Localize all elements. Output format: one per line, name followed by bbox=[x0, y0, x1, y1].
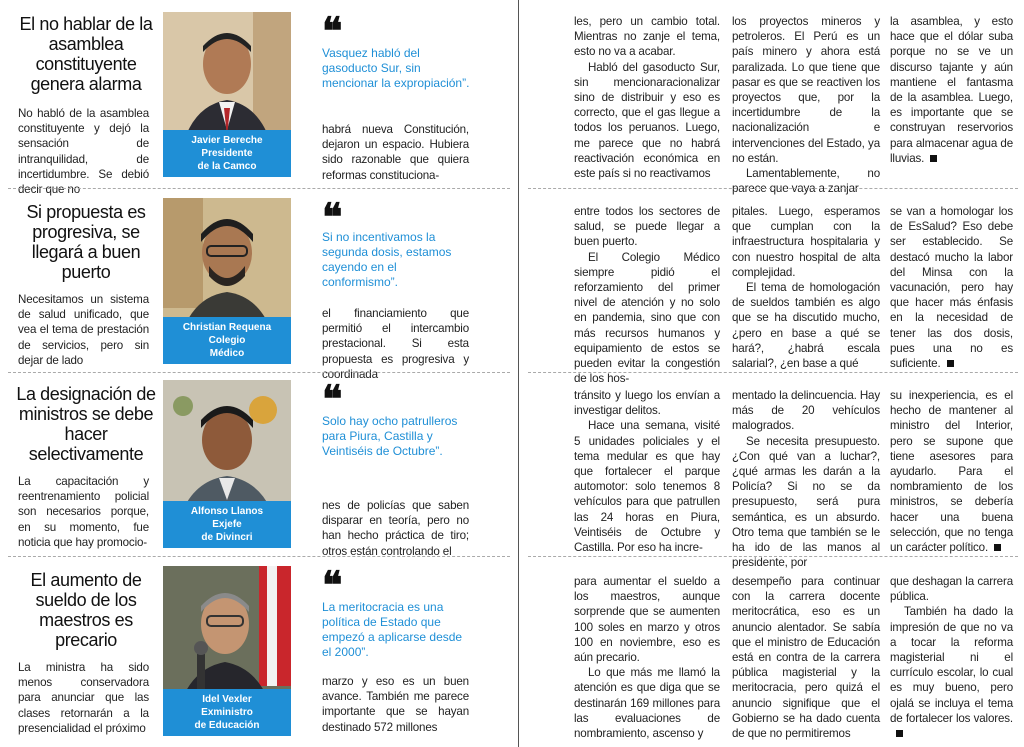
lead-text: No habló de la asamblea constituyente y dejó la sensación de intranquilidad, de incertidumbre. Se debió decir que no bbox=[18, 107, 149, 197]
end-mark-icon bbox=[994, 544, 1001, 551]
body-text: desempeño para continuar con la carrera docente meritocrática, eso es un anuncio alentador. Se sabía que el ministro de Educación está en contra de la carrera pública magisterial y la meritocracia, pero quizá el anuncio signifique que el Gobierno se ha dado cuenta de que no permitiremos bbox=[732, 575, 880, 741]
body-text: También ha dado la impresión de que no va a tocar la reforma magisterial ni el currículo escolar, lo cual es muy bueno, pero ojalá se incluya el tema de fortalecer los valores. bbox=[890, 605, 1013, 725]
caption-org: de Divincri bbox=[201, 532, 253, 543]
headline: El aumento de sueldo de los maestros es precario bbox=[30, 570, 142, 650]
body-column-1 bbox=[574, 14, 720, 181]
headline: El no hablar de la asamblea constituyente genera alarma bbox=[19, 14, 153, 94]
body-column-mid bbox=[322, 498, 469, 559]
photo-caption bbox=[163, 317, 291, 364]
lead-paragraph bbox=[18, 106, 149, 197]
body-text: les, pero un cambio total. Mientras no zanje el tema, esto no va a acabar. bbox=[574, 15, 720, 59]
body-text: El tema de homologación de sueldos también es algo que se ha discutido mucho, ¿pero en base a qué se hará?, ¿habrá escala salarial?, ¿en base a qué bbox=[732, 281, 880, 371]
body-text: habrá nueva Constitución, dejaron un espacio. Hubiera sido razonable que quiera reformas constituciona- bbox=[322, 123, 469, 182]
pull-quote: Si no incentivamos la segunda dosis, estamos cayendo en el conformismo”. bbox=[322, 230, 452, 289]
body-text: nes de policías que saben disparar en teoría, pero no han hecho práctica de tiro; otros están controlando el bbox=[322, 499, 469, 558]
body-text: se van a homologar los de EsSalud? Eso debe ser establecido. Se destacó mucho la labor del Minsa con la vacunación, pero hay que hacer más énfasis en la necesidad de tener las dos dosis, pues una no es suficiente. bbox=[890, 205, 1013, 371]
body-text: Lo que más me llamó la atención es que diga que se destinarán 169 millones para las evaluaciones de nombramiento, ascenso y bbox=[574, 666, 720, 741]
lead-paragraph bbox=[18, 292, 149, 368]
body-column-mid bbox=[322, 122, 469, 183]
lead-text: La capacitación y reentrenamiento policial son necesarios porque, en su momento, fue noticia que hay promocio- bbox=[18, 475, 149, 549]
caption-name: Idel Vexler bbox=[202, 694, 252, 705]
body-text: El Colegio Médico siempre pidió el reforzamiento del primer nivel de atención y no solo en pandemia, sino que con más recursos humanos y equipamiento de estos se pueden evitar la congestión de los hos- bbox=[574, 250, 720, 386]
body-text: pitales. Luego, esperamos que cumplan con la infraestructura hospitalaria y con nuestro hospital de alta complejidad. bbox=[732, 205, 880, 279]
body-text: su inexperiencia, es el hecho de mantener al ministro del Interior, pero se supone que tiene asesores para ayudarlo. Para el nombramiento de los ministros, se debería hacer una buena selección, que no tenga un carácter político. bbox=[890, 389, 1013, 555]
interview-section-3 bbox=[0, 372, 1024, 570]
body-text: para aumentar el sueldo a los maestros, aunque sorprende que se aumenten 100 soles en marzo y otros 100 en noviembre, eso es aún precario. bbox=[574, 575, 720, 665]
quote-mark-icon: ❝ bbox=[322, 194, 343, 239]
interview-section-4 bbox=[0, 556, 1024, 747]
portrait-photo bbox=[163, 566, 291, 736]
body-column-1 bbox=[574, 204, 720, 386]
body-text: Hace una semana, visité 5 unidades policiales y el tema medular es que hay que fortalecer el parque automotor: solo tenemos 8 vehículos para que patrullen las 24 horas en Piura, Veintiséis de Octubre y Castilla. Por eso ha incre- bbox=[574, 419, 720, 555]
portrait-photo bbox=[163, 12, 291, 177]
quote-mark-icon: ❝ bbox=[322, 562, 343, 607]
caption-name: Christian Requena bbox=[182, 322, 272, 333]
body-column-2 bbox=[732, 204, 880, 371]
headline: Si propuesta es progresiva, se llegará a buen puerto bbox=[26, 202, 146, 282]
photo-caption bbox=[163, 501, 291, 548]
lead-text: Necesitamos un sistema de salud unificado, que vea el tema de prestación de servicios, pero sin dejar de lado bbox=[18, 293, 149, 367]
body-text: marzo y eso es un buen avance. También me parece importante que se hayan destinado 572 millones bbox=[322, 675, 469, 734]
body-column-1 bbox=[574, 388, 720, 555]
body-column-3 bbox=[890, 14, 1013, 166]
lead-paragraph bbox=[18, 660, 149, 736]
body-column-3 bbox=[890, 388, 1013, 555]
interview-section-2 bbox=[0, 188, 1024, 386]
pull-quote: Solo hay ocho patrulleros para Piura, Castilla y Veintiséis de Octubre”. bbox=[322, 414, 458, 458]
photo-caption bbox=[163, 689, 291, 736]
body-column-2 bbox=[732, 388, 880, 570]
body-text: el financiamiento que permitió el intercambio prestacional. Si esta propuesta es progresiva y coordinada bbox=[322, 307, 469, 381]
body-text: entre todos los sectores de salud, se puede llegar a buen puerto. bbox=[574, 205, 720, 249]
quote-mark-icon: ❝ bbox=[322, 8, 343, 53]
end-mark-icon bbox=[896, 730, 903, 737]
interview-section-1 bbox=[0, 0, 1024, 197]
caption-org: de Educación bbox=[194, 720, 260, 731]
body-column-mid bbox=[322, 674, 469, 735]
caption-role: Exministro bbox=[201, 707, 253, 718]
body-text: Lamentablemente, no parece que vaya a zanjar bbox=[732, 167, 880, 196]
body-text: Se necesita presupuesto. ¿Con qué van a luchar?, ¿qué armas les darán a la Policía? Si no se da presupuesto, será pura semántica, es un absurdo. Otro tema que también se le ha ido de las manos al presidente, por bbox=[732, 434, 880, 570]
photo-caption bbox=[163, 130, 291, 177]
body-text: mentado la delincuencia. Hay más de 20 vehículos malogrados. bbox=[732, 389, 880, 433]
caption-name: Javier Bereche bbox=[191, 135, 263, 146]
end-mark-icon bbox=[930, 155, 937, 162]
body-text: Habló del gasoducto Sur, sin mencionaracionalizar sino de distribuir y eso es correcto, que el gas llegue a todos los peruanos. Luego, me parece que no habrá reactivación económica en este país si no reactivamos bbox=[574, 60, 720, 181]
caption-org: de la Camco bbox=[197, 161, 257, 172]
caption-org: Médico bbox=[209, 348, 245, 359]
body-column-mid bbox=[322, 306, 469, 382]
body-column-3 bbox=[890, 204, 1013, 371]
caption-role: Colegio bbox=[208, 335, 246, 346]
pull-quote: La meritocracia es una política de Estado que empezó a aplicarse desde el 2000”. bbox=[322, 600, 463, 659]
body-column-3 bbox=[890, 574, 1013, 741]
pull-quote: Vasquez habló del gasoducto Sur, sin mencionar la expropiación”. bbox=[322, 46, 470, 90]
body-column-2 bbox=[732, 574, 880, 741]
caption-role: Exjefe bbox=[212, 519, 242, 530]
portrait-photo bbox=[163, 198, 291, 364]
body-text: la asamblea, y esto hace que el dólar suba porque no se ve un discurso tajante y aún mantiene el fantasma de la asamblea. Luego, es importante que se construyan reservorios para almacenar agua de lluvias. bbox=[890, 15, 1013, 165]
caption-name: Alfonso Llanos bbox=[190, 506, 264, 517]
body-column-1 bbox=[574, 574, 720, 741]
body-text: que deshagan la carrera pública. bbox=[890, 575, 1013, 604]
quote-mark-icon: ❝ bbox=[322, 376, 343, 421]
body-text: los proyectos mineros y petroleros. El Perú es un país minero y ahora está paralizada. Lo que tiene que pasar es que se reactiven los proyectos que, por la incertidumbre de la nacionalización e intervenciones del Estado, ya no están. bbox=[732, 15, 880, 165]
body-column-2 bbox=[732, 14, 880, 196]
lead-paragraph bbox=[18, 474, 149, 550]
lead-text: La ministra ha sido menos conservadora para anunciar que las clases retornarán a la presencialidad el próximo bbox=[18, 661, 149, 735]
portrait-photo bbox=[163, 380, 291, 548]
body-text: tránsito y luego los envían a investigar delitos. bbox=[574, 389, 720, 418]
headline: La designación de ministros se debe hacer selectivamente bbox=[16, 384, 156, 464]
end-mark-icon bbox=[947, 360, 954, 367]
caption-role: Presidente bbox=[201, 148, 253, 159]
